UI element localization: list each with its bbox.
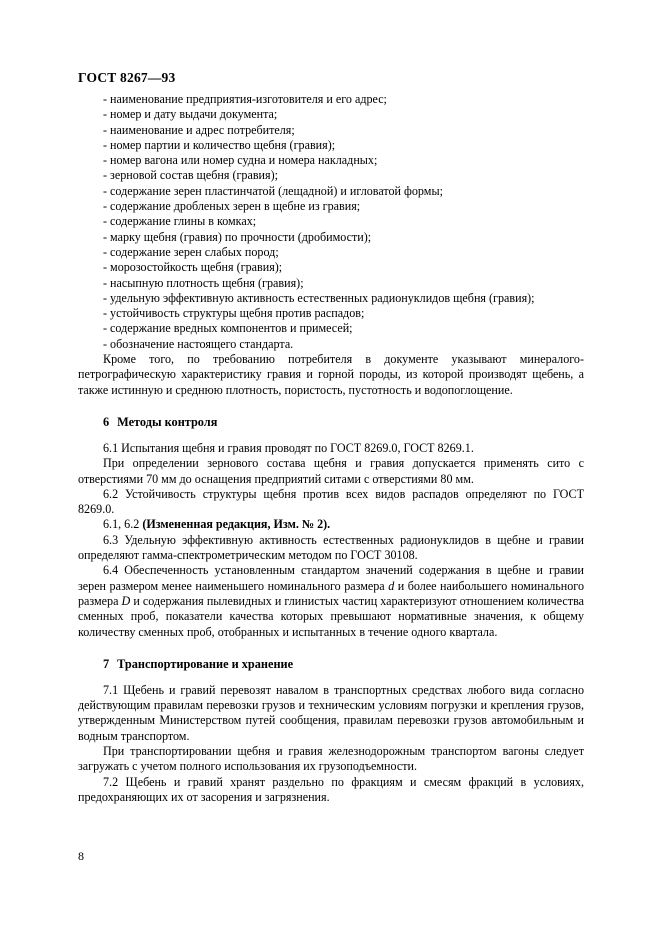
section-number-6: 6 — [103, 414, 110, 429]
paragraph-6-2: 6.2 Устойчивость структуры щебня против всех видов распадов определяют по ГОСТ 8269.0. — [78, 486, 584, 517]
list-item: - содержание зерен пластинчатой (лещадной) и игловатой формы; — [103, 183, 443, 198]
list-item: - удельную эффективную активность естественных радионуклидов щебня (гравия); — [103, 290, 535, 305]
list-item: - обозначение настоящего стандарта. — [103, 336, 294, 351]
paragraph-7-2: 7.2 Щебень и гравий хранят раздельно по фракциям и смесям фракций в условиях, предохраняющих их от засорения и загрязнения. — [78, 774, 584, 804]
page-content — [78, 92, 584, 805]
paragraph-6-4: 6.4 Обеспеченность установленным стандартом значений содержания в щебне и гравии зерен размером менее наименьшего номинального размера d и более наибольшего номинального размера D и содержания пылевидных и глинистых частиц характеризуют отношением количества сменных проб, показатели качества которых превышают нормативные значения, к общему количеству сменных проб, отобранных и испытанных в течение одного квартала. — [78, 563, 584, 639]
list-item: - марку щебня (гравия) по прочности (дробимости); — [103, 229, 372, 244]
list-item: - наименование предприятия-изготовителя и его адрес; — [103, 92, 387, 106]
page-number: 8 — [78, 849, 84, 863]
paragraph-revision-note — [78, 517, 584, 532]
paragraph-6-3: 6.3 Удельную эффективную активность естественных радионуклидов в щебне и гравии определяют гамма-спектрометрическим методом по ГОСТ 30108. — [78, 532, 584, 563]
list-item: - номер партии и количество щебня (гравия); — [103, 137, 336, 152]
paragraph-after-list: Кроме того, по требованию потребителя в документе указывают минералого-петрографическую характеристику гравия и горной породы, из которой производят щебень, а также истинную и среднюю плотность, пористость, пустотность и водопоглощение. — [78, 352, 584, 397]
section-number-7: 7 — [103, 656, 110, 671]
section-title-7: Транспортирование и хранение — [117, 656, 294, 671]
section-heading-7 — [78, 657, 584, 672]
list-item: - устойчивость структуры щебня против распадов; — [103, 306, 365, 321]
paragraph-6-1: 6.1 Испытания щебня и гравия проводят по ГОСТ 8269.0, ГОСТ 8269.1. — [103, 440, 474, 455]
list-item: - насыпную плотность щебня (гравия); — [103, 275, 304, 290]
list-item: - морозостойкость щебня (гравия); — [103, 260, 283, 275]
variable-d: d — [388, 578, 395, 593]
paragraph-6-1-note: При определении зернового состава щебня и гравия допускается применять сито с отверстиями 70 мм до оснащения предприятий ситами с отверстиями 80 мм. — [78, 456, 584, 486]
paragraph-7-1-note: При транспортировании щебня и гравия железнодорожным транспортом вагоны следует загружать с учетом полного использования их грузоподъемности. — [78, 743, 584, 774]
list-item: - содержание дробленых зерен в щебне из гравия; — [103, 199, 361, 214]
revision-note-prefix: 6.1, 6.2 — [103, 517, 143, 532]
section-title-6: Методы контроля — [117, 414, 218, 429]
list-item: - номер вагона или номер судна и номера накладных; — [103, 153, 378, 168]
list-item: - номер и дату выдачи документа; — [103, 107, 278, 122]
paragraph-7-1: 7.1 Щебень и гравий перевозят навалом в транспортных средствах любого вида согласно действующим правилам перевозки грузов и техническим условиям погрузки и крепления грузов, утвержденным Министерством путей сообщения, правилам перевозки грузов автомобильным и водным транспортом. — [78, 682, 584, 743]
standard-header: ГОСТ 8267—93 — [78, 70, 176, 85]
list-item: - содержание глины в комках; — [103, 214, 257, 229]
revision-note-bold: (Измененная редакция, Изм. № 2). — [142, 517, 331, 532]
list-item: - зерновой состав щебня (гравия); — [103, 168, 278, 183]
list-item: - содержание вредных компонентов и примесей; — [103, 321, 353, 336]
list-item: - наименование и адрес потребителя; — [103, 122, 295, 137]
variable-D: D — [121, 593, 131, 608]
requirements-list — [78, 92, 584, 352]
list-item: - содержание зерен слабых пород; — [103, 244, 279, 259]
section-heading-6 — [78, 415, 584, 430]
